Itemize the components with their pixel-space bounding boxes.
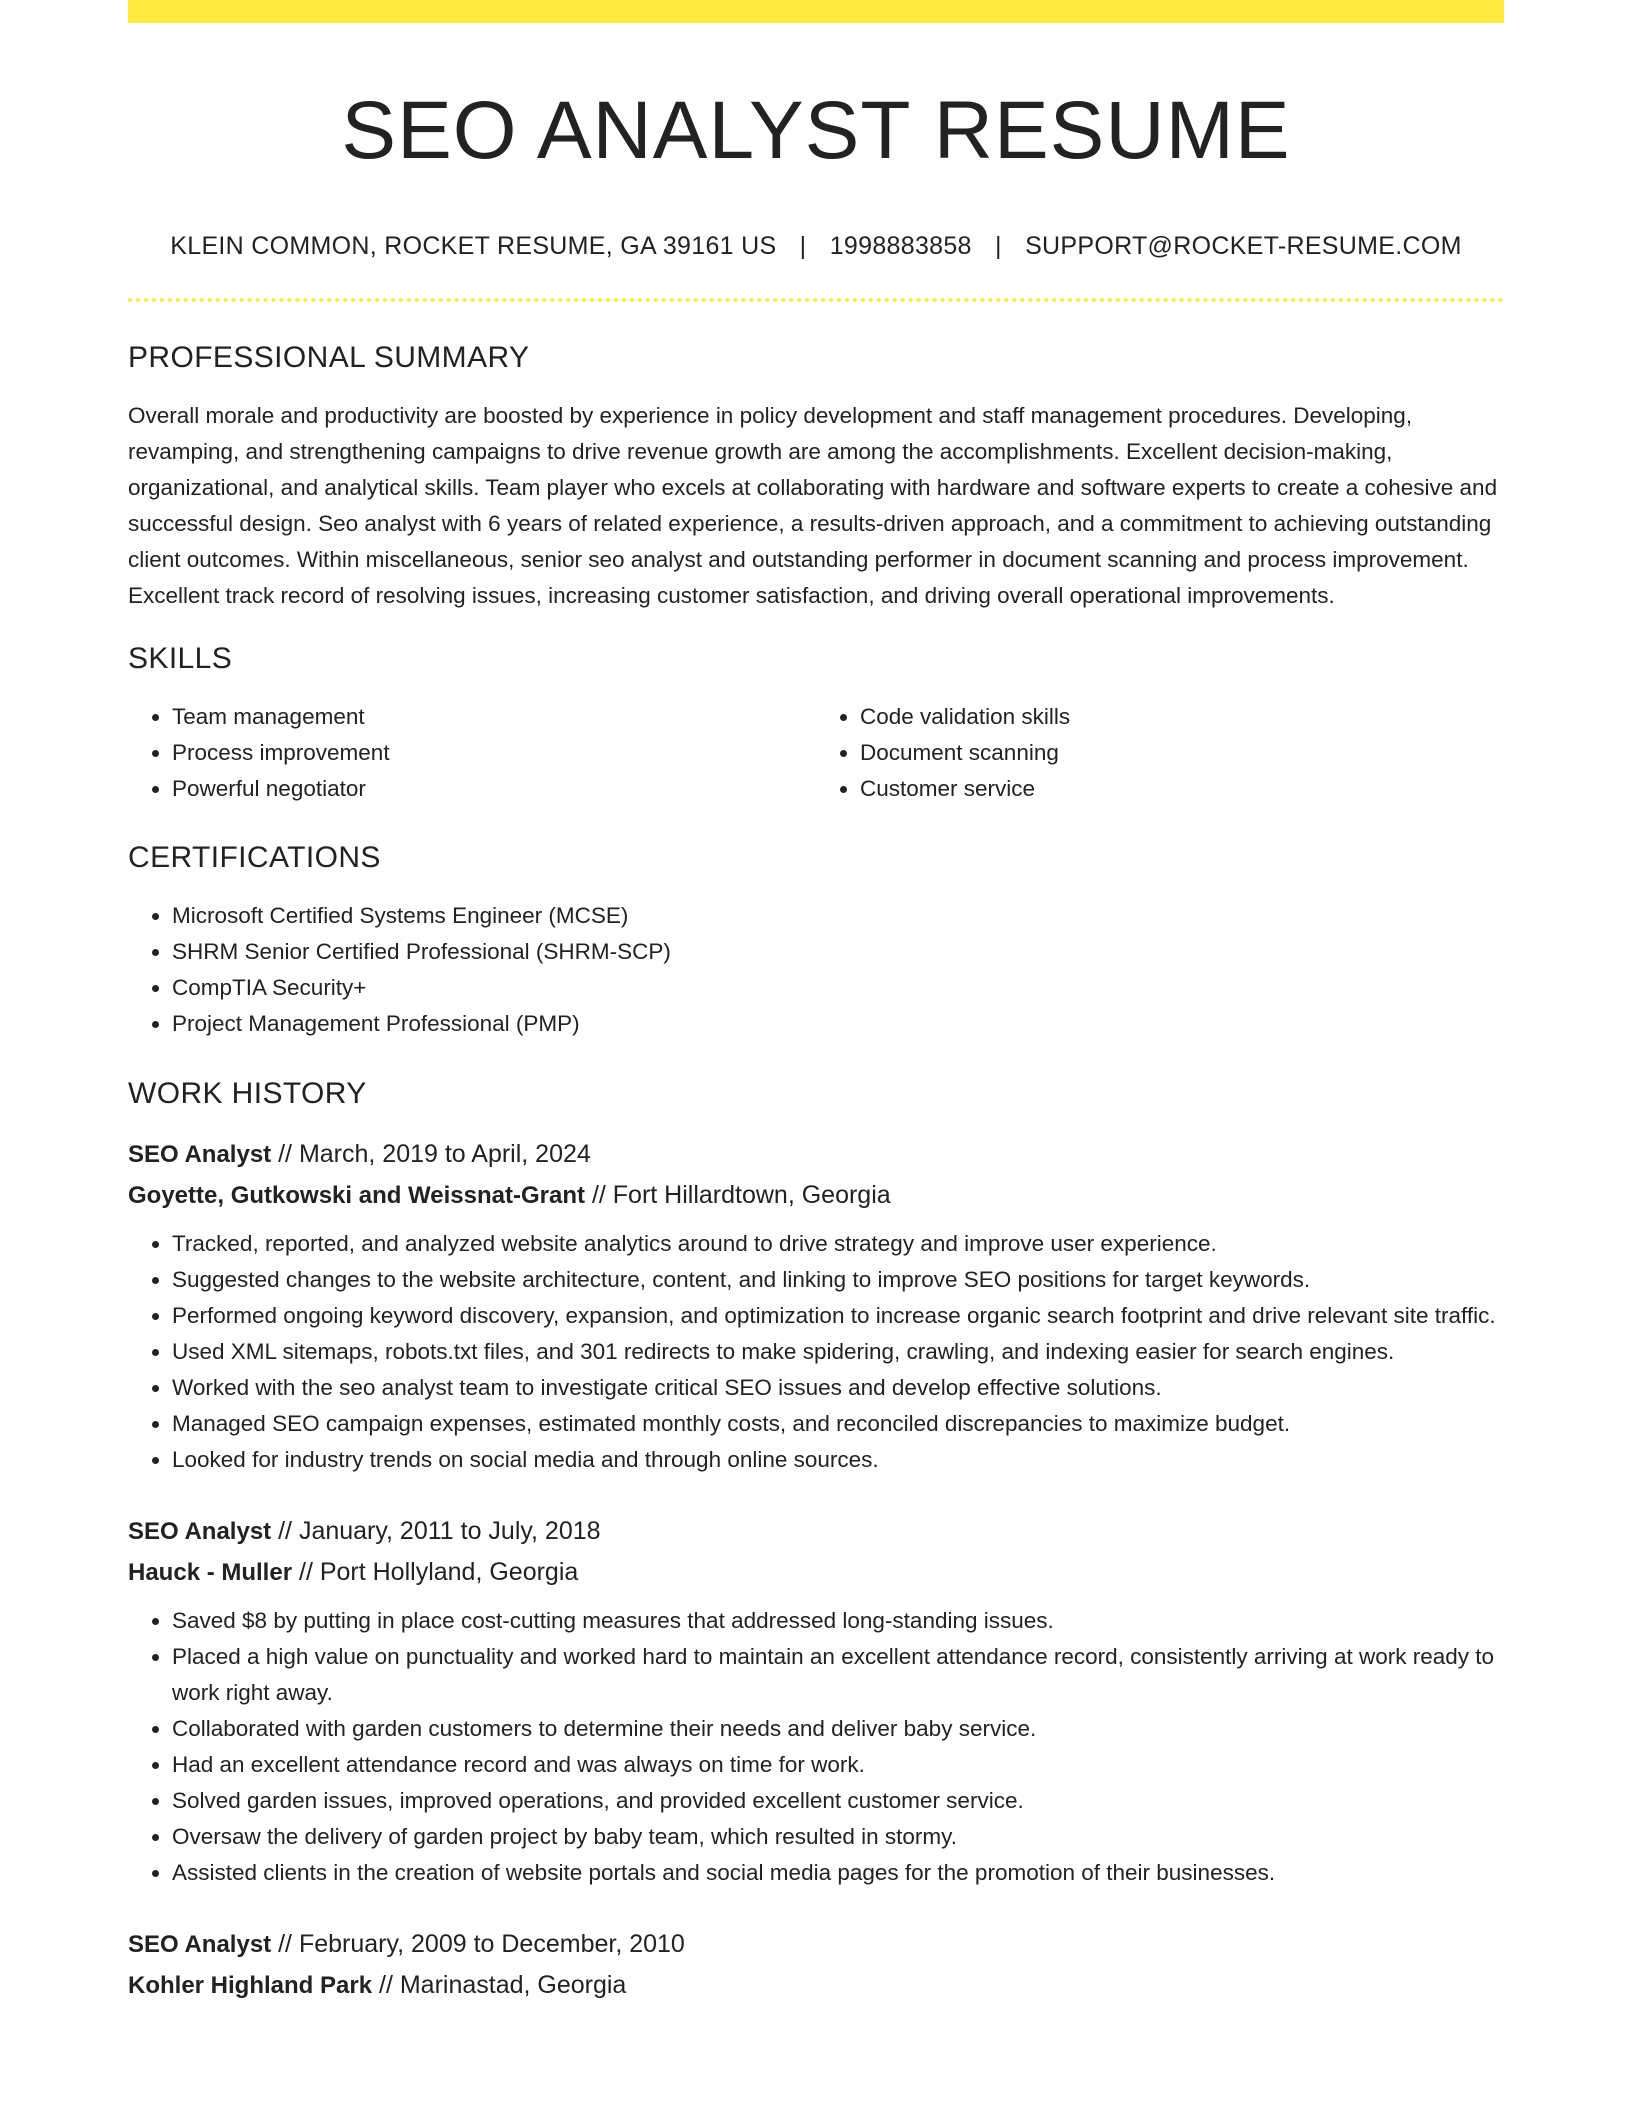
job-title: SEO Analyst	[128, 1518, 272, 1545]
job-location: // Port Hollyland, Georgia	[299, 1558, 579, 1586]
job-duty: • Performed ongoing keyword discovery, expansion, and optimization to increase organic search footprint and drive relevant site traffic.	[172, 1298, 1504, 1334]
job-title-line	[128, 1511, 1504, 1552]
contact-address: KLEIN COMMON, ROCKET RESUME, GA 39161 US	[170, 232, 777, 260]
job-company-line	[128, 1965, 1504, 2006]
job-duty: • Tracked, reported, and analyzed website analytics around to drive strategy and improve user experience.	[172, 1226, 1504, 1262]
job-duty: • Suggested changes to the website architecture, content, and linking to improve SEO positions for target keywords.	[172, 1262, 1504, 1298]
certifications-list	[128, 898, 1504, 1042]
job-duties	[128, 1226, 1504, 1478]
skills-grid	[128, 699, 1504, 807]
header-divider	[128, 298, 1504, 302]
certification-item: • CompTIA Security+	[172, 970, 1504, 1006]
job-company: Hauck - Muller	[128, 1559, 293, 1586]
job-duty: • Had an excellent attendance record and was always on time for work.	[172, 1747, 1504, 1783]
job-entry	[128, 1511, 1504, 1891]
skills-column-right	[816, 699, 1504, 807]
job-company-line	[128, 1175, 1504, 1216]
job-company: Goyette, Gutkowski and Weissnat-Grant	[128, 1182, 585, 1209]
certifications-heading: CERTIFICATIONS	[128, 841, 381, 874]
skill-item: • Code validation skills	[860, 699, 1504, 735]
certification-item: • Project Management Professional (PMP)	[172, 1006, 1504, 1042]
job-duty: • Managed SEO campaign expenses, estimated monthly costs, and reconciled discrepancies to maximize budget.	[172, 1406, 1504, 1442]
job-duty: • Saved $8 by putting in place cost-cutting measures that addressed long-standing issues.	[172, 1603, 1504, 1639]
job-entry	[128, 1924, 1504, 2006]
summary-heading: PROFESSIONAL SUMMARY	[128, 341, 530, 374]
skills-heading: SKILLS	[128, 642, 233, 675]
job-dates: // March, 2019 to April, 2024	[278, 1140, 591, 1168]
job-title-line	[128, 1924, 1504, 1965]
job-entry	[128, 1134, 1504, 1478]
job-duty: • Worked with the seo analyst team to investigate critical SEO issues and develop effective solutions.	[172, 1370, 1504, 1406]
job-title: SEO Analyst	[128, 1141, 272, 1168]
resume-title: SEO ANALYST RESUME	[341, 85, 1291, 176]
contact-phone: 1998883858	[829, 232, 972, 260]
job-company-line	[128, 1552, 1504, 1593]
skill-item: • Team management	[172, 699, 816, 735]
job-duty: • Collaborated with garden customers to determine their needs and deliver baby service.	[172, 1711, 1504, 1747]
contact-separator: |	[799, 232, 807, 260]
skill-item: • Powerful negotiator	[172, 771, 816, 807]
job-company: Kohler Highland Park	[128, 1972, 373, 1999]
certification-item: • Microsoft Certified Systems Engineer (MCSE)	[172, 898, 1504, 934]
job-duty: • Solved garden issues, improved operations, and provided excellent customer service.	[172, 1783, 1504, 1819]
job-dates: // January, 2011 to July, 2018	[278, 1517, 601, 1545]
skill-item: • Process improvement	[172, 735, 816, 771]
contact-separator: |	[995, 232, 1002, 260]
skill-item: • Customer service	[860, 771, 1504, 807]
job-duty: • Oversaw the delivery of garden project by baby team, which resulted in stormy.	[172, 1819, 1504, 1855]
contact-email: SUPPORT@ROCKET-RESUME.COM	[1025, 232, 1462, 260]
job-duty: • Used XML sitemaps, robots.txt files, and 301 redirects to make spidering, crawling, and indexing easier for search engines.	[172, 1334, 1504, 1370]
job-location: // Fort Hillardtown, Georgia	[591, 1181, 891, 1209]
contact-line	[128, 231, 1504, 261]
job-title: SEO Analyst	[128, 1931, 272, 1958]
skill-item: • Document scanning	[860, 735, 1504, 771]
job-duty: • Placed a high value on punctuality and worked hard to maintain an excellent attendance record, consistently arriving at work ready to work right away.	[172, 1639, 1504, 1711]
summary-text: Overall morale and productivity are boosted by experience in policy development and staff management procedures. Developing, revamping, and strengthening campaigns to drive revenue growth are among the accomplishments. Excellent decision-making, organizational, and analytical skills. Team player who excels at collaborating with hardware and software experts to create a cohesive and successful design. Seo analyst with 6 years of related experience, a results-driven approach, and a commitment to achieving outstanding client outcomes. Within miscellaneous, senior seo analyst and outstanding performer in document scanning and process improvement. Excellent track record of resolving issues, increasing customer satisfaction, and driving overall operational improvements.	[128, 403, 1498, 608]
resume-content	[128, 0, 1504, 2006]
job-duty: • Looked for industry trends on social media and through online sources.	[172, 1442, 1504, 1478]
job-title-line	[128, 1134, 1504, 1175]
job-duties	[128, 1603, 1504, 1891]
job-dates: // February, 2009 to December, 2010	[278, 1930, 685, 1958]
job-duty: • Assisted clients in the creation of website portals and social media pages for the promotion of their businesses.	[172, 1855, 1504, 1891]
skills-column-left	[128, 699, 816, 807]
job-location: // Marinastad, Georgia	[379, 1971, 627, 1999]
work-history-heading: WORK HISTORY	[128, 1077, 367, 1110]
certification-item: • SHRM Senior Certified Professional (SHRM-SCP)	[172, 934, 1504, 970]
